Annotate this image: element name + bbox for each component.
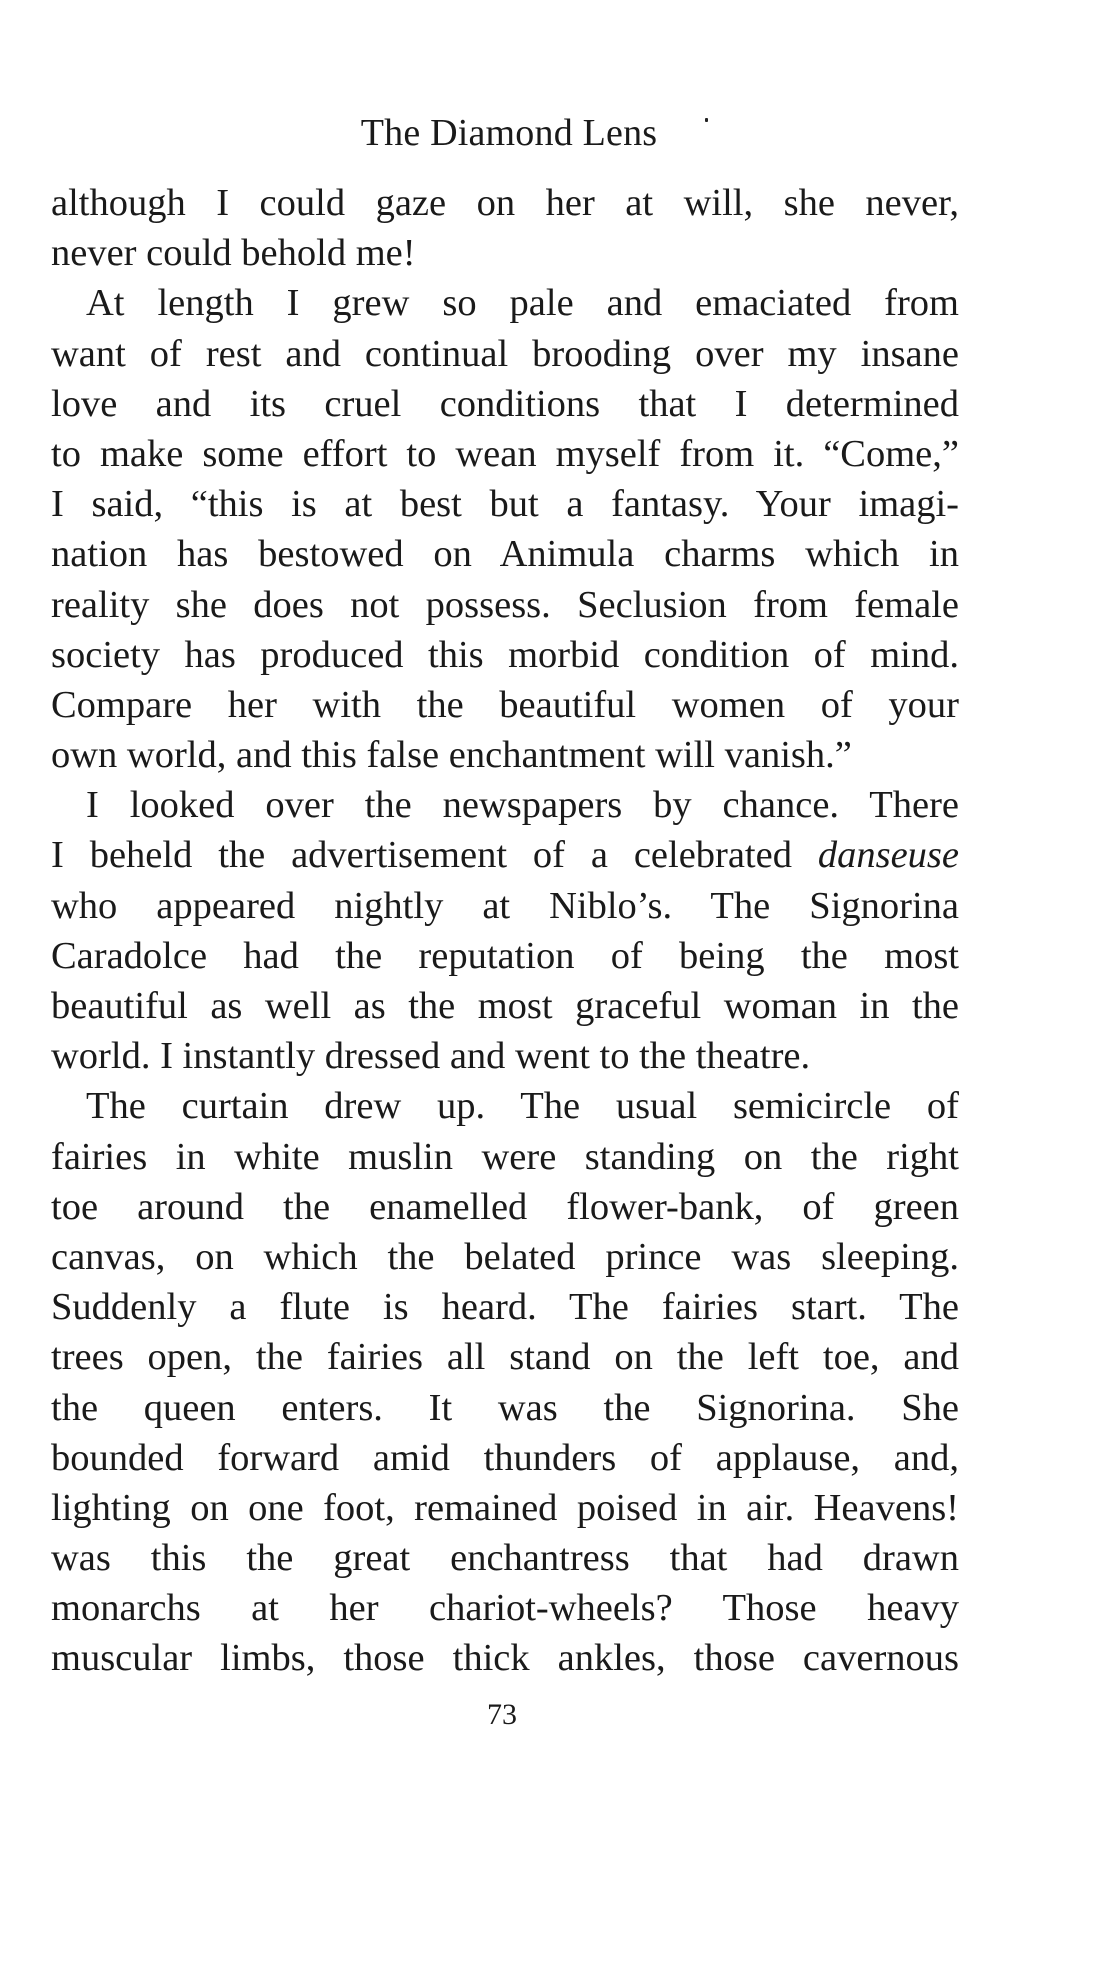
text-line: love and its cruel conditions that I determined	[51, 382, 959, 425]
paragraph-first-line: The curtain drew up. The usual semicircle of	[86, 1085, 959, 1128]
page-number-text: 73	[487, 1698, 517, 1731]
text-line: never could behold me!	[51, 232, 416, 275]
text-line: bounded forward amid thunders of applause, and,	[51, 1436, 959, 1479]
paragraph-first-line: I looked over the newspapers by chance. There	[86, 784, 959, 827]
running-title: The Diamond Lens	[360, 112, 658, 154]
paragraph-first-line: At length I grew so pale and emaciated from	[86, 282, 959, 325]
text-line: lighting on one foot, remained poised in air. Heavens!	[51, 1486, 959, 1529]
text-line: the queen enters. It was the Signorina. She	[51, 1386, 959, 1429]
text-line: although I could gaze on her at will, she never,	[51, 182, 959, 224]
text-line: toe around the enamelled flower-bank, of green	[51, 1185, 959, 1228]
text-run: I beheld the advertisement of a celebrated	[51, 834, 792, 877]
italic-word: danseuse	[817, 834, 959, 877]
text-line: world. I instantly dressed and went to the theatre.	[51, 1035, 811, 1078]
print-speck	[705, 118, 708, 122]
text-line: muscular limbs, those thick ankles, those cavernous	[51, 1637, 959, 1680]
text-line: Caradolce had the reputation of being the most	[51, 934, 959, 977]
text-line: own world, and this false enchantment will vanish.”	[51, 734, 852, 777]
text-line: was this the great enchantress that had drawn	[51, 1537, 959, 1580]
text-line: who appeared nightly at Niblo’s. The Signorina	[51, 884, 959, 927]
text-line: I said, “this is at best but a fantasy. Your imagi-	[51, 483, 959, 526]
running-head	[0, 108, 1118, 158]
text-line: to make some effort to wean myself from it. “Come,”	[51, 432, 959, 475]
text-line: Compare her with the beautiful women of your	[51, 683, 959, 726]
text-line: trees open, the fairies all stand on the left toe, and	[51, 1336, 959, 1379]
text-line: reality she does not possess. Seclusion from female	[51, 583, 959, 626]
text-line: monarchs at her chariot-wheels? Those heavy	[51, 1587, 959, 1630]
text-line: beautiful as well as the most graceful woman in the	[51, 985, 959, 1027]
text-line: canvas, on which the belated prince was sleeping.	[51, 1235, 959, 1278]
text-line: want of rest and continual brooding over my insane	[51, 332, 959, 375]
text-line: Suddenly a flute is heard. The fairies start. The	[51, 1286, 959, 1329]
body-text	[51, 178, 959, 1684]
page-number	[0, 1695, 1118, 1735]
text-line	[51, 830, 959, 880]
text-line: fairies in white muslin were standing on the right	[51, 1135, 959, 1178]
text-line: society has produced this morbid condition of mind.	[51, 633, 959, 676]
text-line: nation has bestowed on Animula charms which in	[51, 533, 959, 576]
